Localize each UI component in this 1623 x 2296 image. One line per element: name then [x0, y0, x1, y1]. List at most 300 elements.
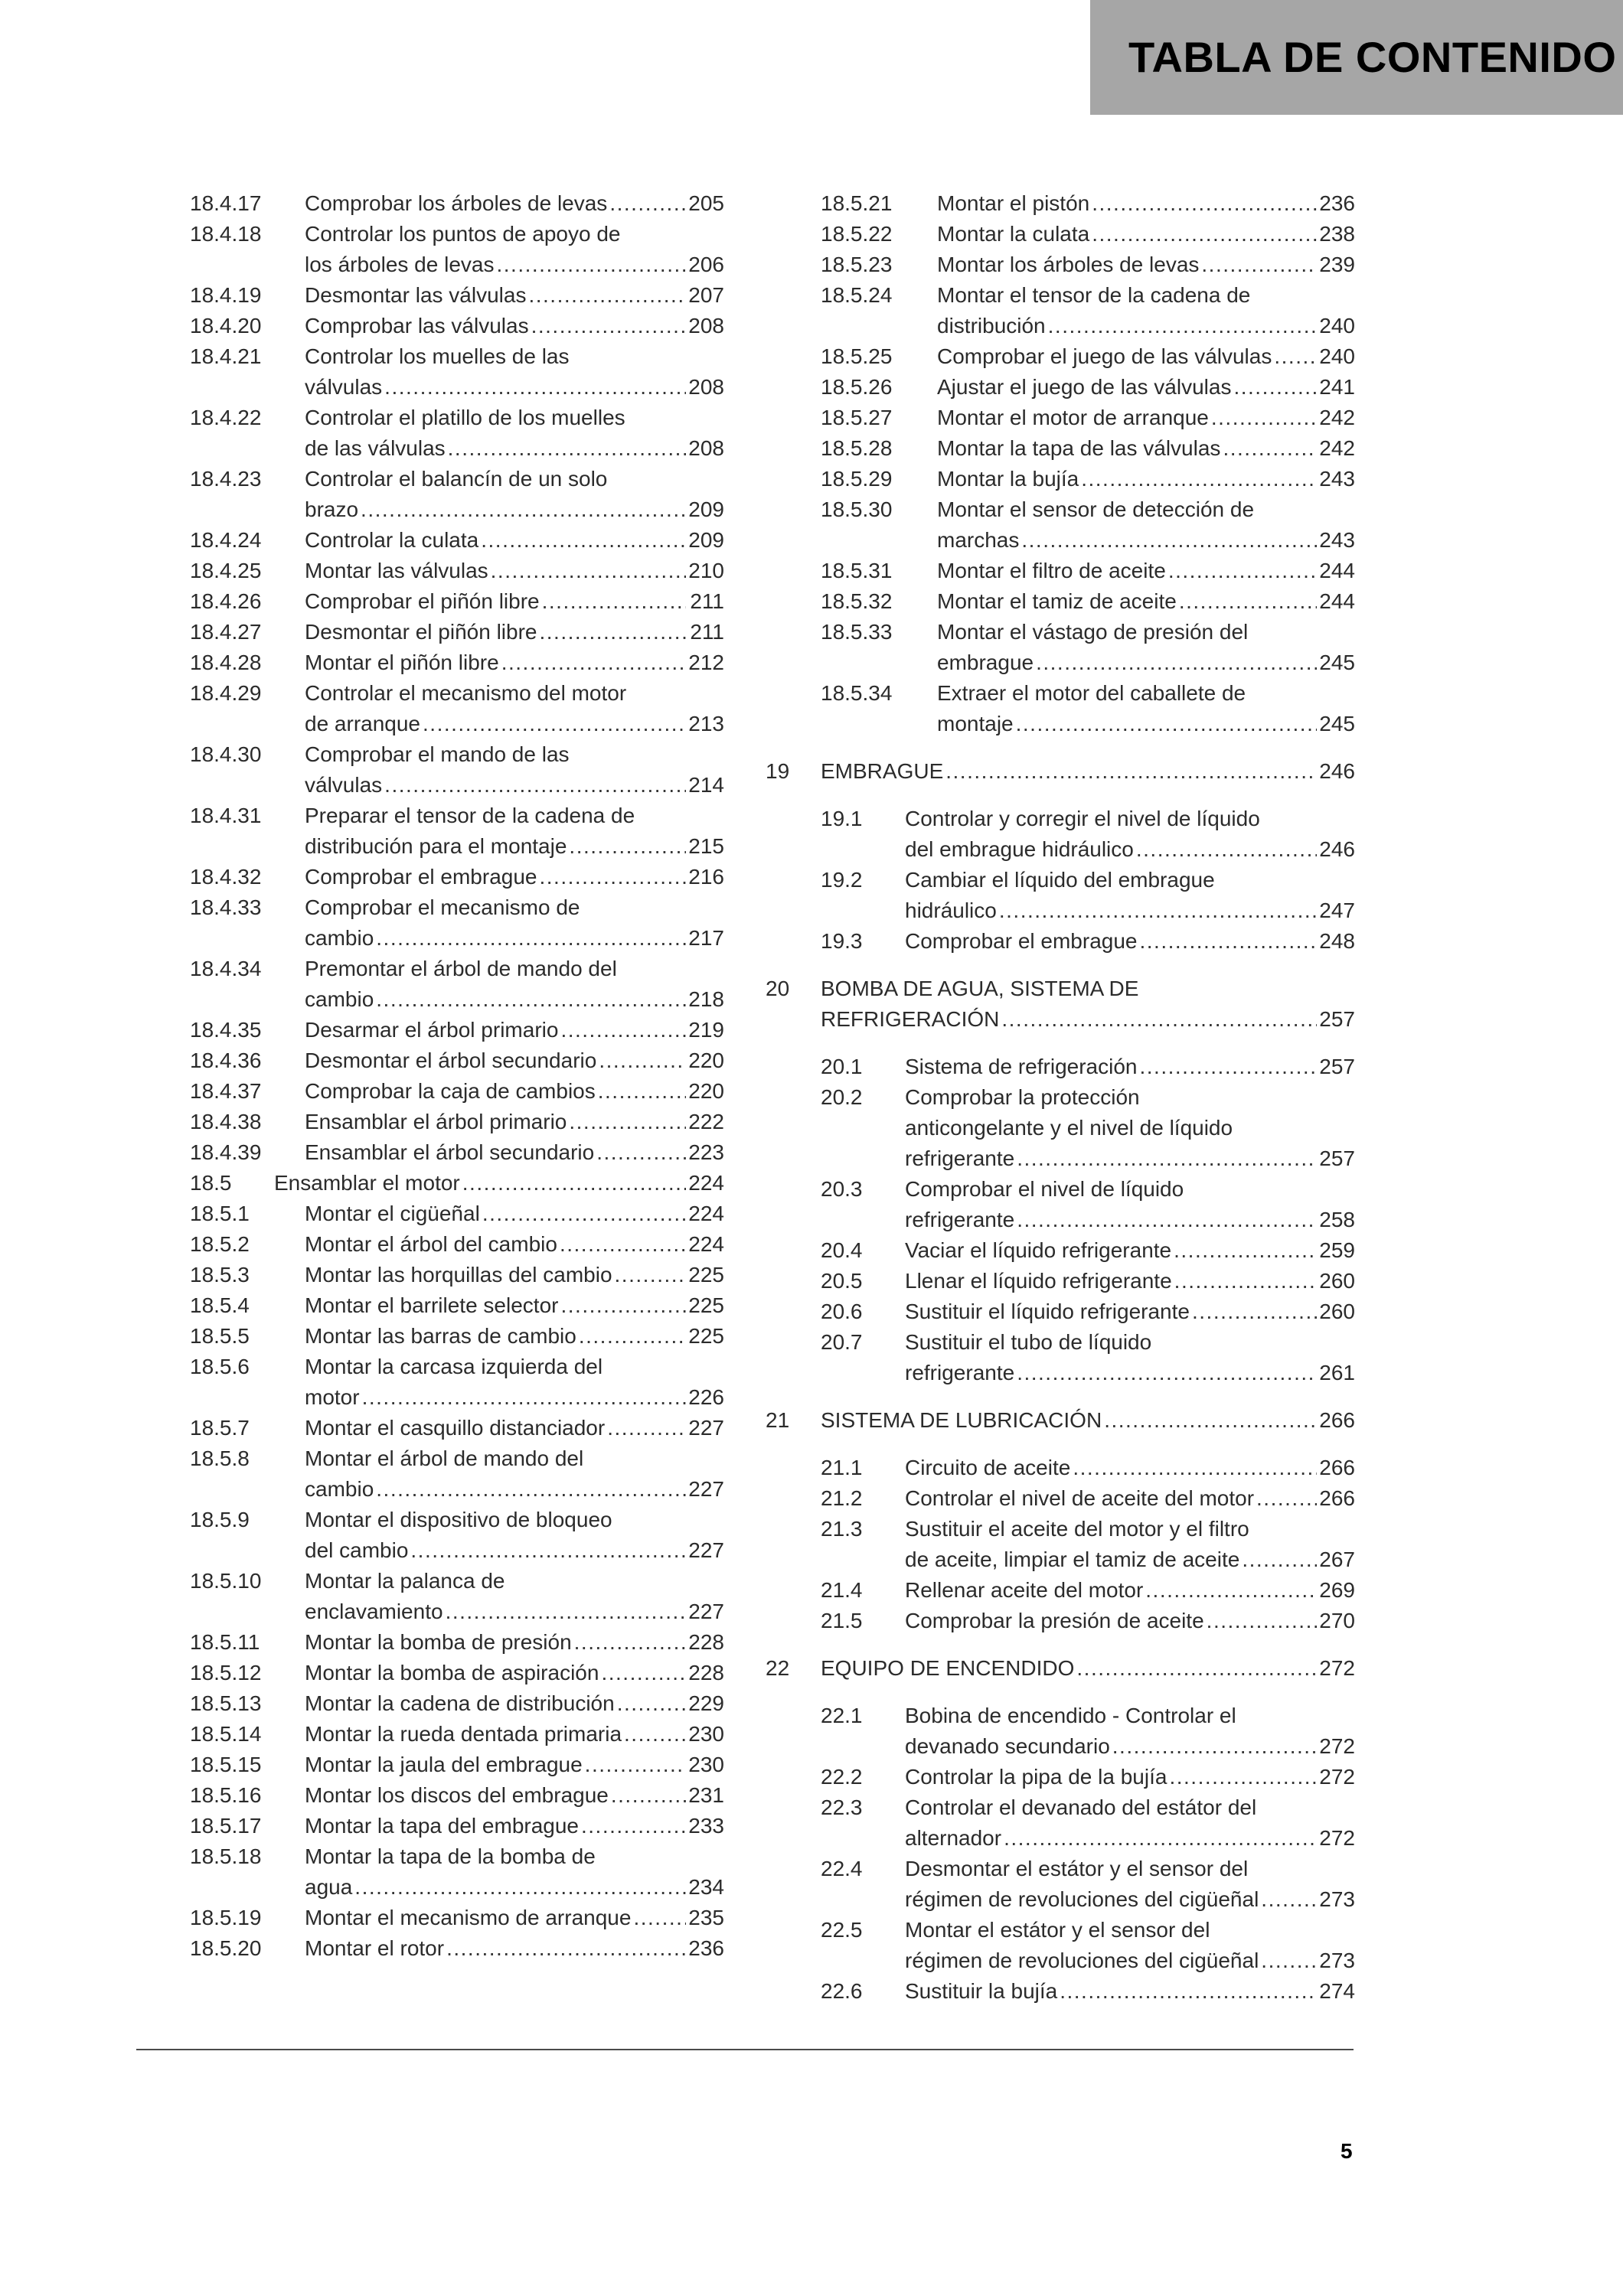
toc-entry[interactable] [766, 372, 1355, 403]
toc-entry[interactable] [190, 311, 724, 341]
toc-entry[interactable] [766, 756, 1355, 787]
toc-entry-text: Montar la tapa del embrague [305, 1814, 579, 1838]
toc-entry[interactable] [766, 617, 1355, 678]
toc-entry[interactable] [190, 1015, 724, 1045]
dot-leader [999, 1004, 1317, 1035]
toc-entry[interactable] [190, 739, 724, 801]
toc-entry-title [305, 525, 724, 556]
toc-entry-number: 18.5.2 [190, 1232, 250, 1256]
dot-leader [1199, 249, 1317, 280]
toc-entry-page: 227 [688, 1477, 724, 1501]
toc-entry-title [905, 1514, 1355, 1575]
toc-entry[interactable] [190, 1933, 724, 1964]
toc-entry[interactable] [766, 678, 1355, 739]
toc-entry-line [305, 433, 724, 464]
dot-leader [557, 1229, 686, 1260]
dot-leader [1110, 1731, 1317, 1762]
toc-entry-line [305, 1750, 724, 1780]
toc-entry[interactable] [766, 1235, 1355, 1266]
toc-entry[interactable] [190, 1168, 724, 1199]
toc-entry-text: Comprobar la caja de cambios [305, 1079, 596, 1103]
toc-entry-title [905, 1296, 1355, 1327]
toc-entry-line [305, 801, 724, 831]
toc-entry-number: 18.5.7 [190, 1416, 250, 1440]
dot-leader [374, 923, 686, 954]
toc-entry-page: 212 [688, 651, 724, 674]
toc-entry-page: 234 [688, 1875, 724, 1899]
toc-entry-text: Sustituir el aceite del motor y el filtro [905, 1517, 1249, 1541]
toc-entry-line [937, 280, 1355, 311]
toc-entry[interactable] [766, 556, 1355, 586]
dot-leader [1001, 1823, 1317, 1854]
dot-leader [1074, 1653, 1317, 1684]
toc-entry-title [905, 1575, 1355, 1606]
toc-entry[interactable] [766, 1701, 1355, 1762]
toc-entry-title [305, 1688, 724, 1719]
toc-entry-line [905, 1731, 1355, 1762]
dot-leader [1209, 403, 1317, 433]
toc-entry-text: Montar el motor de arranque [937, 406, 1209, 429]
toc-entry-page: 258 [1319, 1208, 1355, 1231]
toc-entry-title [905, 926, 1355, 957]
toc-entry-number: 19.1 [821, 807, 863, 830]
toc-entry[interactable] [190, 1199, 724, 1229]
toc-entry[interactable] [190, 954, 724, 1015]
toc-entry-text: refrigerante [905, 1208, 1015, 1231]
toc-entry-number: 18.5.12 [190, 1661, 262, 1684]
toc-entry[interactable] [190, 1627, 724, 1658]
toc-entry[interactable] [766, 586, 1355, 617]
toc-entry-title [905, 1266, 1355, 1296]
toc-entry[interactable] [766, 1483, 1355, 1514]
dot-leader [943, 756, 1317, 787]
toc-entry-number: 18.5.17 [190, 1814, 262, 1838]
toc-entry-page: 270 [1319, 1609, 1355, 1632]
toc-entry-text: Comprobar los árboles de levas [305, 191, 608, 215]
dot-leader [558, 1015, 686, 1045]
toc-entry-title [305, 1505, 724, 1566]
dot-leader [1272, 341, 1317, 372]
toc-entry-number: 18.4.21 [190, 344, 262, 368]
dot-leader [446, 433, 686, 464]
toc-entry-text: Montar las válvulas [305, 559, 488, 582]
toc-entry[interactable] [190, 280, 724, 311]
dot-leader [1204, 1606, 1317, 1636]
toc-entry[interactable] [190, 617, 724, 647]
toc-entry-number: 18.5.1 [190, 1202, 250, 1225]
toc-entry-number: 18.5.15 [190, 1753, 262, 1776]
dot-leader [609, 1780, 686, 1811]
toc-entry-page: 211 [690, 620, 724, 644]
toc-entry[interactable] [766, 1266, 1355, 1296]
dot-leader [1259, 1884, 1317, 1915]
toc-entry-line [305, 280, 724, 311]
toc-entry-title [905, 1915, 1355, 1976]
toc-entry[interactable] [190, 1505, 724, 1566]
toc-entry-page: 227 [688, 1600, 724, 1623]
toc-entry-text: Montar las barras de cambio [305, 1324, 576, 1348]
toc-entry-line [937, 403, 1355, 433]
toc-entry[interactable] [766, 1854, 1355, 1915]
toc-entry-title [305, 556, 724, 586]
toc-entry-title [821, 756, 1355, 787]
toc-entry-number: 19 [766, 759, 790, 783]
toc-entry[interactable] [190, 1688, 724, 1719]
toc-entry[interactable] [190, 403, 724, 464]
toc-entry-number: 18.5.23 [821, 253, 893, 276]
toc-entry-text: Llenar el líquido refrigerante [905, 1269, 1172, 1293]
toc-entry-title [305, 1933, 724, 1964]
toc-entry[interactable] [766, 1174, 1355, 1235]
toc-entry-line [305, 1872, 724, 1903]
toc-entry[interactable] [190, 1811, 724, 1841]
toc-entry[interactable] [190, 188, 724, 219]
toc-entry[interactable] [190, 341, 724, 403]
toc-entry-title [305, 1811, 724, 1841]
toc-entry-text: Montar la culata [937, 222, 1090, 246]
toc-entry-page: 211 [690, 589, 724, 613]
toc-entry[interactable] [766, 1327, 1355, 1388]
toc-entry-text: Extraer el motor del caballete de [937, 681, 1246, 705]
toc-entry[interactable] [766, 1915, 1355, 1976]
toc-entry[interactable] [766, 494, 1355, 556]
toc-entry[interactable] [190, 678, 724, 739]
toc-entry-line [274, 1168, 724, 1199]
toc-entry-number: 18.4.17 [190, 191, 262, 215]
toc-entry[interactable] [190, 1321, 724, 1352]
toc-entry-number: 18.5.31 [821, 559, 893, 582]
toc-entry-line [305, 647, 724, 678]
toc-entry-page: 236 [1319, 191, 1355, 215]
toc-entry-number: 20.3 [821, 1177, 863, 1201]
toc-entry-text: de aceite, limpiar el tamiz de aceite [905, 1548, 1240, 1571]
toc-entry[interactable] [766, 926, 1355, 957]
toc-entry-page: 273 [1319, 1949, 1355, 1972]
dot-leader [1172, 1266, 1317, 1296]
toc-entry-line [305, 1015, 724, 1045]
toc-entry[interactable] [190, 586, 724, 617]
toc-entry-page: 267 [1319, 1548, 1355, 1571]
dot-leader [374, 1474, 686, 1505]
toc-entry-number: 21 [766, 1408, 790, 1432]
toc-entry-text: Montar la palanca de [305, 1569, 505, 1593]
toc-entry[interactable] [190, 1076, 724, 1107]
toc-entry-line [937, 372, 1355, 403]
toc-entry-number: 18.5.19 [190, 1906, 262, 1929]
toc-entry-line [305, 1443, 724, 1474]
toc-entry[interactable] [766, 464, 1355, 494]
toc-entry-number: 18.5.18 [190, 1844, 262, 1868]
toc-entry-title [305, 1137, 724, 1168]
toc-entry[interactable] [190, 1045, 724, 1076]
toc-entry[interactable] [190, 1413, 724, 1443]
toc-entry[interactable] [190, 1903, 724, 1933]
toc-entry[interactable] [766, 219, 1355, 249]
toc-entry[interactable] [766, 1405, 1355, 1436]
dot-leader [1190, 1296, 1317, 1327]
toc-entry-line [937, 464, 1355, 494]
toc-entry-page: 226 [688, 1385, 724, 1409]
toc-entry-title [305, 1229, 724, 1260]
toc-entry-text: motor [305, 1385, 360, 1409]
toc-entry-line [305, 1933, 724, 1964]
toc-entry[interactable] [190, 1443, 724, 1505]
dot-leader [622, 1719, 686, 1750]
toc-entry-page: 246 [1319, 837, 1355, 861]
toc-entry[interactable] [766, 1976, 1355, 2007]
toc-entry[interactable] [766, 1606, 1355, 1636]
toc-entry-title [305, 1260, 724, 1290]
toc-entry-text: distribución para el montaje [305, 834, 567, 858]
toc-entry-text: refrigerante [905, 1361, 1015, 1384]
toc-entry-line [305, 249, 724, 280]
toc-entry-text: Desmontar el piñón libre [305, 620, 537, 644]
toc-entry[interactable] [190, 1107, 724, 1137]
toc-entry-title [905, 1976, 1355, 2007]
toc-entry[interactable] [190, 801, 724, 862]
toc-entry[interactable] [766, 249, 1355, 280]
toc-entry-number: 18.4.27 [190, 620, 262, 644]
toc-entry[interactable] [190, 1566, 724, 1627]
toc-entry-text: Montar el cigüeñal [305, 1202, 480, 1225]
toc-entry-number: 19.3 [821, 929, 863, 953]
toc-entry[interactable] [766, 403, 1355, 433]
toc-entry[interactable] [190, 1841, 724, 1903]
dot-leader [596, 1045, 686, 1076]
toc-entry-line [937, 188, 1355, 219]
toc-entry-page: 225 [688, 1293, 724, 1317]
toc-entry-text: los árboles de levas [305, 253, 495, 276]
toc-entry-page: 274 [1319, 1979, 1355, 2003]
toc-entry-number: 18.5.20 [190, 1936, 262, 1960]
toc-entry-number: 22.1 [821, 1704, 863, 1727]
toc-entry-text: anticongelante y el nivel de líquido [905, 1116, 1233, 1140]
toc-entry-page: 236 [688, 1936, 724, 1960]
toc-entry[interactable] [766, 974, 1355, 1035]
toc-entry-number: 18.4.31 [190, 804, 262, 827]
toc-entry[interactable] [766, 341, 1355, 372]
toc-entry-line [305, 1321, 724, 1352]
toc-entry-page: 207 [688, 283, 724, 307]
toc-entry-page: 230 [688, 1722, 724, 1746]
toc-entry-page: 227 [688, 1416, 724, 1440]
toc-entry-page: 206 [688, 253, 724, 276]
toc-entry[interactable] [766, 1453, 1355, 1483]
toc-entry[interactable] [766, 1653, 1355, 1684]
toc-entry-line [937, 494, 1355, 525]
toc-entry-line [305, 984, 724, 1015]
toc-entry[interactable] [190, 1719, 724, 1750]
toc-entry[interactable] [190, 219, 724, 280]
toc-entry-line [305, 1107, 724, 1137]
toc-entry-line [305, 1229, 724, 1260]
toc-entry-line [905, 1701, 1355, 1731]
toc-entry-title [937, 617, 1355, 678]
toc-entry-title [821, 1653, 1355, 1684]
toc-entry[interactable] [190, 1352, 724, 1413]
dot-leader [612, 1260, 686, 1290]
toc-entry-line [305, 1045, 724, 1076]
toc-entry-line [305, 1474, 724, 1505]
toc-entry-line [937, 617, 1355, 647]
toc-entry-text: Montar el estátor y el sensor del [905, 1918, 1210, 1942]
toc-entry-title [905, 1701, 1355, 1762]
toc-entry-number: 18.4.26 [190, 589, 262, 613]
toc-entry-line [821, 974, 1355, 1004]
toc-entry-text: Desmontar las válvulas [305, 283, 527, 307]
toc-entry-text: EQUIPO DE ENCENDIDO [821, 1656, 1075, 1680]
toc-entry-number: 20.2 [821, 1085, 863, 1109]
dot-leader [1167, 1762, 1317, 1792]
toc-entry-text: enclavamiento [305, 1600, 443, 1623]
toc-entry[interactable] [766, 804, 1355, 865]
toc-entry-text: Rellenar aceite del motor [905, 1578, 1144, 1602]
dot-leader [537, 862, 687, 892]
toc-entry-title [937, 341, 1355, 372]
toc-entry[interactable] [766, 280, 1355, 341]
toc-entry[interactable] [190, 862, 724, 892]
toc-entry-line [905, 1266, 1355, 1296]
toc-entry-title [305, 801, 724, 862]
toc-entry[interactable] [190, 1229, 724, 1260]
toc-entry-number: 20 [766, 977, 790, 1000]
toc-entry-title [937, 249, 1355, 280]
toc-entry-page: 224 [688, 1202, 724, 1225]
toc-entry-number: 20.1 [821, 1055, 863, 1078]
toc-entry-line [305, 1780, 724, 1811]
toc-entry[interactable] [766, 1052, 1355, 1082]
toc-entry-line [905, 1792, 1355, 1823]
toc-entry-line [905, 834, 1355, 865]
toc-entry-number: 18.4.30 [190, 742, 262, 766]
toc-entry-title [937, 280, 1355, 341]
dot-leader [1138, 926, 1318, 957]
toc-entry[interactable] [190, 892, 724, 954]
toc-entry-number: 18.5.5 [190, 1324, 250, 1348]
toc-entry[interactable] [766, 1575, 1355, 1606]
toc-entry-line [905, 1113, 1355, 1143]
toc-entry-text: Montar el pistón [937, 191, 1090, 215]
toc-entry-title [305, 311, 724, 341]
toc-entry-page: 205 [688, 191, 724, 215]
toc-entry-page: 245 [1319, 651, 1355, 674]
toc-entry-title [905, 1606, 1355, 1636]
toc-entry-line [305, 617, 724, 647]
toc-entry-line [305, 311, 724, 341]
toc-entry-text: devanado secundario [905, 1734, 1110, 1758]
toc-entry-text: Desarmar el árbol primario [305, 1018, 559, 1042]
toc-entry[interactable] [190, 556, 724, 586]
toc-entry-page: 266 [1319, 1456, 1355, 1479]
toc-entry-number: 18.4.37 [190, 1079, 262, 1103]
toc-entry-page: 244 [1319, 559, 1355, 582]
toc-entry-title [937, 403, 1355, 433]
toc-entry-title [905, 1483, 1355, 1514]
toc-entry-page: 272 [1319, 1656, 1355, 1680]
dot-leader [567, 831, 686, 862]
toc-entry[interactable] [766, 1296, 1355, 1327]
toc-entry[interactable] [766, 188, 1355, 219]
toc-entry-line [305, 1199, 724, 1229]
toc-entry[interactable] [766, 1514, 1355, 1575]
toc-entry-page: 259 [1319, 1238, 1355, 1262]
toc-entry[interactable] [766, 1762, 1355, 1792]
toc-entry[interactable] [190, 1137, 724, 1168]
toc-entry-text: régimen de revoluciones del cigüeñal [905, 1887, 1259, 1911]
toc-entry[interactable] [766, 865, 1355, 926]
toc-entry-title [305, 739, 724, 801]
toc-entry-page: 242 [1319, 436, 1355, 460]
toc-entry[interactable] [766, 1082, 1355, 1174]
toc-entry-line [305, 678, 724, 709]
toc-entry-page: 272 [1319, 1765, 1355, 1789]
toc-entry-text: del embrague hidráulico [905, 837, 1134, 861]
toc-entry-line [305, 1382, 724, 1413]
toc-entry-page: 228 [688, 1630, 724, 1654]
dot-leader [478, 525, 686, 556]
toc-entry[interactable] [766, 1792, 1355, 1854]
toc-entry-title [905, 1174, 1355, 1235]
dot-leader [1014, 709, 1317, 739]
toc-entry-title [905, 804, 1355, 865]
toc-entry-line [305, 556, 724, 586]
toc-entry[interactable] [190, 647, 724, 678]
toc-entry[interactable] [766, 433, 1355, 464]
toc-entry-line [305, 1413, 724, 1443]
dot-leader [529, 311, 686, 341]
toc-entry-text: embrague [937, 651, 1034, 674]
toc-entry-text: Montar la tapa de la bomba de [305, 1844, 596, 1868]
dot-leader [444, 1933, 686, 1964]
toc-entry-line [905, 1762, 1355, 1792]
toc-entry[interactable] [190, 1658, 724, 1688]
toc-entry-number: 18.4.29 [190, 681, 262, 705]
toc-entry[interactable] [190, 1750, 724, 1780]
toc-entry-title [305, 403, 724, 464]
toc-entry-text: Montar la bomba de aspiración [305, 1661, 599, 1684]
toc-entry-line [905, 1235, 1355, 1266]
toc-entry-page: 247 [1319, 899, 1355, 922]
toc-entry[interactable] [190, 1290, 724, 1321]
toc-entry-text: Montar la carcasa izquierda del [305, 1355, 603, 1378]
toc-entry-page: 273 [1319, 1887, 1355, 1911]
dot-leader [1171, 1235, 1317, 1266]
toc-entry-line [905, 1082, 1355, 1113]
toc-entry-number: 18.4.18 [190, 222, 262, 246]
dot-leader [1014, 1205, 1317, 1235]
toc-entry-line [305, 1290, 724, 1321]
toc-entry[interactable] [190, 1260, 724, 1290]
toc-entry-title [305, 1076, 724, 1107]
toc-entry[interactable] [190, 1780, 724, 1811]
toc-entry-text: Montar el mecanismo de arranque [305, 1906, 632, 1929]
toc-entry-title [305, 1290, 724, 1321]
toc-entry-text: Comprobar el nivel de líquido [905, 1177, 1184, 1201]
toc-entry[interactable] [190, 464, 724, 525]
toc-entry[interactable] [190, 525, 724, 556]
dot-leader [1231, 372, 1317, 403]
toc-entry-title [305, 1750, 724, 1780]
toc-entry-line [821, 1004, 1355, 1035]
toc-entry-page: 208 [688, 375, 724, 399]
dot-leader [382, 372, 686, 403]
dot-leader [408, 1535, 686, 1566]
toc-entry-line [905, 1296, 1355, 1327]
toc-entry-number: 18.5.11 [190, 1630, 260, 1654]
toc-entry-text: brazo [305, 497, 359, 521]
toc-entry-title [305, 1443, 724, 1505]
toc-entry-title [905, 1854, 1355, 1915]
